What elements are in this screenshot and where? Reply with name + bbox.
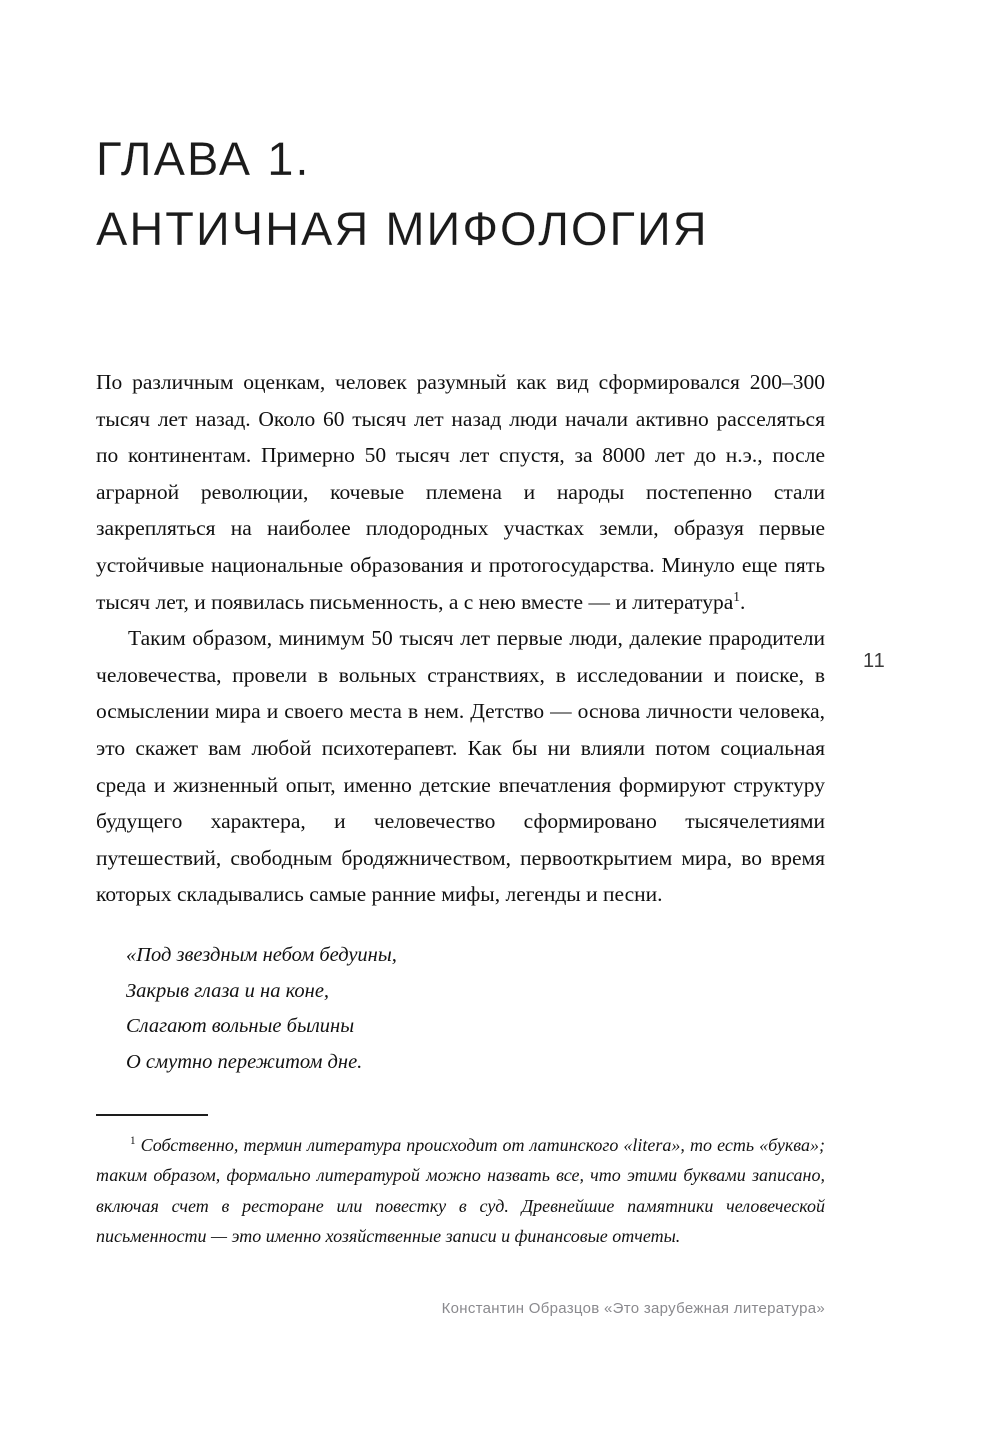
footnote-block	[96, 1114, 825, 1252]
verse-line: «Под звездным небом бедуины,	[126, 944, 397, 966]
verse-line: Закрыв глаза и на коне,	[126, 979, 330, 1002]
running-footer-credit: Константин Образцов «Это зарубежная литература»	[441, 1300, 825, 1317]
footnote-body: Собственно, термин литература происходит от латинского «litera», то есть «буква»; таким образом, формально литературой можно назвать все, что этими буквами записано, включая счет в ресторане или повестку в суд. Древнейшие памятники человеческой письменности — это именно хозяйственные записи и финансовые отчеты.	[96, 1134, 825, 1246]
body-paragraph-1	[96, 364, 825, 620]
footnote-separator-rule	[96, 1114, 208, 1116]
verse-line: О смутно пережитом дне.	[126, 1050, 363, 1073]
verse-line: Слагают вольные былины	[126, 1015, 355, 1037]
footnote-reference-marker[interactable]: 1	[733, 588, 740, 604]
paragraph-1-period: .	[739, 589, 746, 614]
body-text-column	[96, 364, 825, 913]
body-paragraph-2: Таким образом, минимум 50 тысяч лет первые люди, далекие прародители человечества, провели в вольных странствиях, в исследовании и поиске, в осмыслении мира и своего места в нем. Детство — основа личности человека, это скажет вам любой психотерапевт. Как бы ни влияли потом социальная среда и жизненный опыт, именно детские впечатления формируют структуру будущего характера, и человечество сформировано тысячелетиями путешествий, свободным бродяжничеством, первооткрытием мира, во время которых складывались самые ранние мифы, легенды и песни.	[96, 626, 825, 907]
footnote-marker: 1	[130, 1134, 136, 1147]
page-number: 11	[863, 650, 886, 672]
chapter-heading	[96, 128, 856, 259]
verse-block	[126, 938, 766, 1080]
chapter-label: ГЛАВА 1.	[96, 132, 311, 185]
chapter-title: АНТИЧНАЯ МИФОЛОГИЯ	[96, 202, 709, 255]
footnote-text	[96, 1130, 825, 1252]
paragraph-1-text: По различным оценкам, человек разумный как вид сформировался 200–300 тысяч лет назад. Около 60 тысяч лет назад люди начали активно расселяться по континентам. Примерно 50 тысяч лет спустя, за 8000 лет до н.э., после аграрной революции, кочевые племена и народы постепенно стали закрепляться на наиболее плодородных участках земли, образуя первые устойчивые национальные образования и протогосударства. Минуло еще пять тысяч лет, и появилась письменность, а с нею вместе — и литература	[96, 370, 825, 614]
